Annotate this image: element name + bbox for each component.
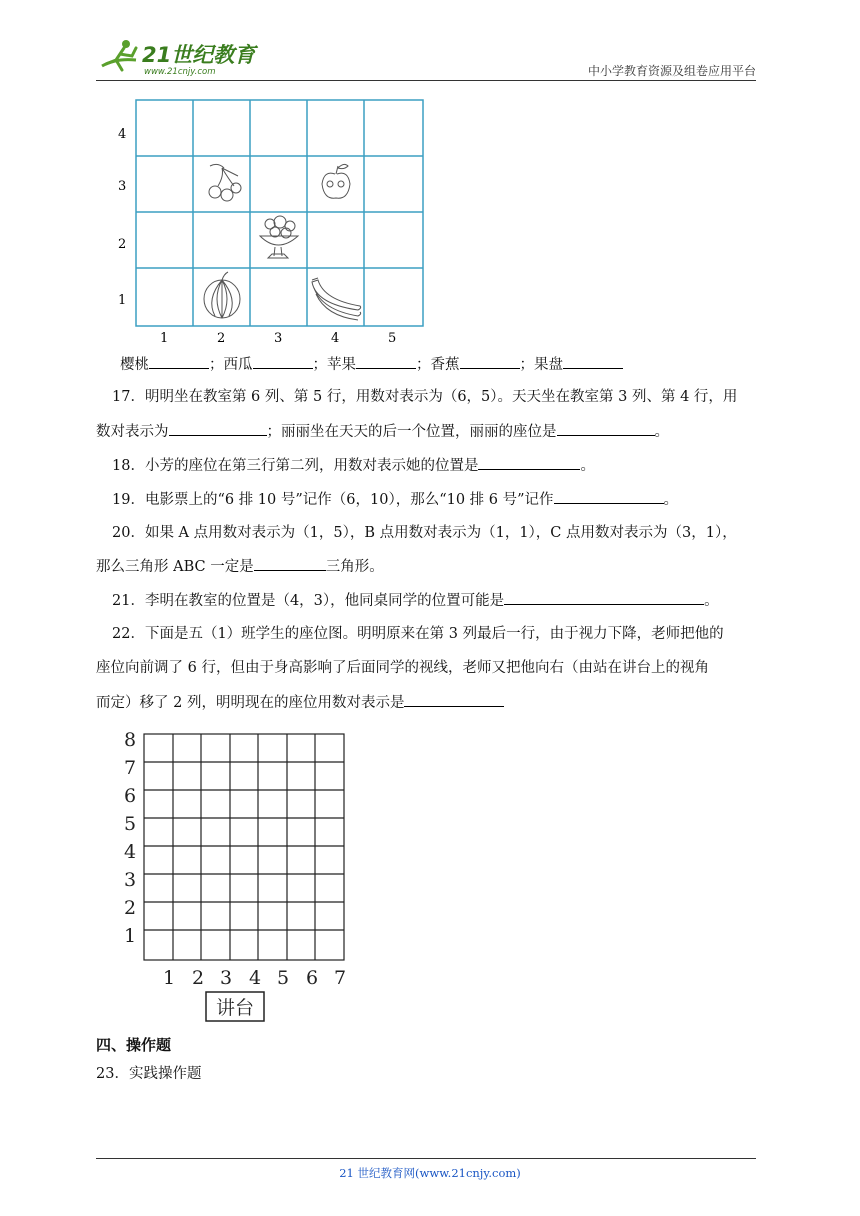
question-17-line1: 17．明明坐在教室第 6 列、第 5 行，用数对表示为（6，5）。天天坐在教室第 3 列、第 4 行，用	[112, 389, 738, 405]
q22-answer-blank[interactable]	[404, 692, 504, 707]
seat-row-label: 5	[124, 813, 137, 835]
site-logo	[96, 36, 266, 80]
watermelon-icon	[204, 272, 240, 318]
question-23: 23．实践操作题	[96, 1066, 202, 1082]
fruit-col-label: 4	[331, 331, 340, 346]
fruit-col-label: 3	[274, 331, 283, 346]
watermelon-label: 西瓜	[223, 357, 253, 373]
seat-row-label: 7	[124, 757, 137, 779]
header-platform-text: 中小学教育资源及组卷应用平台	[587, 64, 756, 78]
fruit-col-label: 5	[388, 331, 397, 346]
fruit-row-label: 2	[118, 237, 127, 252]
question-19	[112, 489, 678, 510]
q20-text: 三角形。	[325, 559, 384, 575]
logo-url: www.21cnjy.com	[144, 67, 216, 77]
seat-col-label: 2	[192, 967, 205, 989]
fruit-row-label: 4	[118, 127, 127, 142]
q17-answer-blank-1[interactable]	[169, 421, 267, 436]
question-22-line3	[96, 692, 504, 713]
q21-text: 21．李明在教室的位置是（4，3），他同桌同学的位置可能是	[112, 593, 505, 609]
cherry-icon	[209, 164, 241, 201]
seat-col-label: 3	[220, 967, 233, 989]
q18-text: 18．小芳的座位在第三行第二列，用数对表示她的位置是	[112, 458, 479, 474]
q17-text: 数对表示为	[96, 424, 169, 440]
question-22-line1: 22．下面是五（1）班学生的座位图。明明原来在第 3 列最后一行，由于视力下降，老师把他的	[112, 626, 724, 642]
footer-link[interactable]: 21 世纪教育网(www.21cnjy.com)	[339, 1166, 521, 1180]
seat-col-label: 1	[163, 967, 176, 989]
banana-answer-blank[interactable]	[460, 354, 520, 369]
fruit-row-label: 1	[118, 293, 127, 308]
q20-text: 那么三角形 ABC 一定是	[96, 559, 254, 575]
podium-label: 讲台	[215, 997, 255, 1019]
fruit-answer-line	[120, 354, 623, 375]
seat-row-label: 2	[124, 897, 137, 919]
seat-row-label: 8	[124, 729, 137, 751]
seat-grid-figure	[118, 726, 358, 1030]
fruit-row-label: 3	[118, 179, 127, 194]
seat-row-label: 4	[124, 841, 137, 863]
banana-icon	[312, 278, 361, 320]
question-18	[112, 455, 595, 476]
footer-divider	[96, 1158, 756, 1159]
fruit-plate-icon	[260, 216, 298, 258]
q18-answer-blank[interactable]	[478, 455, 580, 470]
q17-text: ；丽丽坐在天天的后一个位置，丽丽的座位是	[266, 424, 557, 440]
q19-text: 。	[663, 492, 679, 508]
apple-answer-blank[interactable]	[356, 354, 416, 369]
seat-col-label: 5	[277, 967, 290, 989]
separator: ；	[312, 357, 327, 373]
seat-row-label: 6	[124, 785, 137, 807]
seat-col-label: 4	[249, 967, 262, 989]
plate-answer-blank[interactable]	[563, 354, 623, 369]
separator: ；	[416, 357, 431, 373]
header-divider	[96, 80, 756, 81]
q19-text: 19．电影票上的“6 排 10 号”记作（6，10），那么“10 排 6 号”记作	[112, 492, 554, 508]
cherry-answer-blank[interactable]	[149, 354, 209, 369]
seat-col-label: 6	[306, 967, 319, 989]
q21-answer-blank[interactable]	[504, 590, 704, 605]
q20-answer-blank[interactable]	[254, 556, 326, 571]
question-22-line2: 座位向前调了 6 行，但由于身高影响了后面同学的视线，老师又把他向右（由站在讲台上的视角	[96, 660, 709, 676]
q22-text: 而定）移了 2 列，明明现在的座位用数对表示是	[96, 695, 405, 711]
fruit-grid-figure	[112, 96, 432, 352]
seat-row-label: 1	[124, 925, 137, 947]
question-20-line2	[96, 556, 384, 577]
q19-answer-blank[interactable]	[554, 489, 664, 504]
q17-text: 。	[654, 424, 669, 440]
fruit-col-label: 1	[160, 331, 169, 346]
cherry-label: 樱桃	[120, 357, 149, 373]
seat-col-label: 7	[334, 967, 347, 989]
fruit-col-label: 2	[217, 331, 226, 346]
watermelon-answer-blank[interactable]	[253, 354, 313, 369]
seat-row-label: 3	[124, 869, 137, 891]
seat-grid-lines	[144, 734, 344, 960]
separator: ；	[209, 357, 224, 373]
separator: ；	[519, 357, 534, 373]
apple-label: 苹果	[327, 357, 356, 373]
apple-icon	[322, 164, 350, 198]
logo-text: 21世纪教育	[142, 43, 256, 67]
runner-logo-icon	[96, 36, 266, 80]
q17-answer-blank-2[interactable]	[557, 421, 655, 436]
question-20-line1: 20．如果 A 点用数对表示为（1，5），B 点用数对表示为（1，1），C 点用数对表示为（3，1），	[112, 525, 737, 541]
banana-label: 香蕉	[430, 357, 460, 373]
q21-text: 。	[704, 593, 719, 609]
q18-text: 。	[580, 458, 595, 474]
section-4-title: 四、操作题	[96, 1036, 172, 1054]
question-21	[112, 590, 719, 611]
question-17-line2	[96, 421, 669, 442]
plate-label: 果盘	[534, 357, 563, 373]
